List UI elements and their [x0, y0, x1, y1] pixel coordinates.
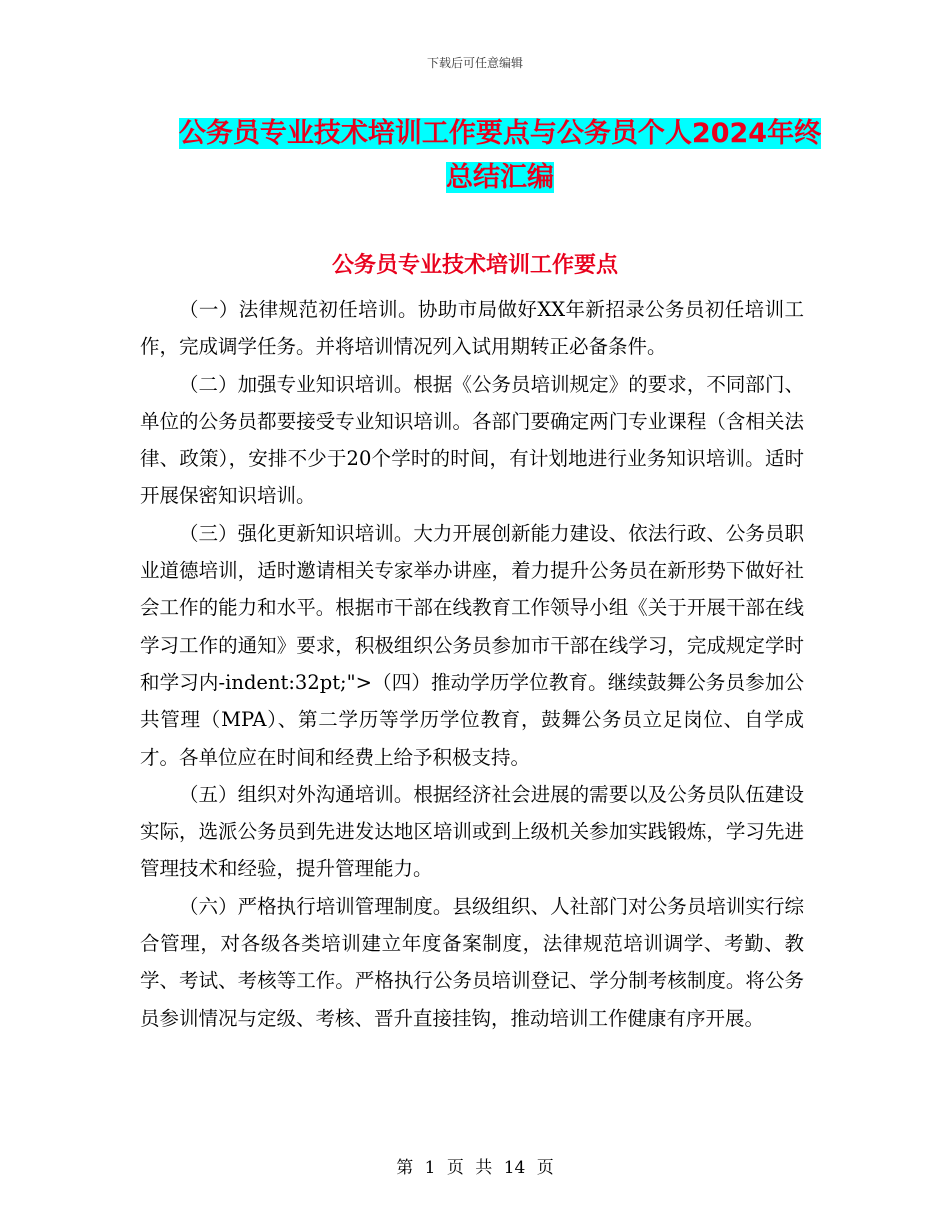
paragraph-2: （二）加强专业知识培训。根据《公务员培训规定》的要求，不同部门、单位的公务员都要接受专业知识培训。各部门要确定两门专业课程（含相关法律、政策），安排不少于20个学时的时间，有计划地进行业务知识培训。适时开展保密知识培训。: [140, 372, 804, 508]
paragraph-1: （一）法律规范初任培训。协助市局做好XX年新招录公务员初任培训工作，完成调学任务。并将培训情况列入试用期转正必备条件。: [140, 298, 804, 359]
header-note: 下载后可任意编辑: [426, 56, 523, 70]
document-title-line-1: 公务员专业技术培训工作要点与公务员个人2024年终: [178, 118, 822, 149]
paragraph-4: （五）组织对外沟通培训。根据经济社会进展的需要以及公务员队伍建设实际，选派公务员到先进发达地区培训或到上级机关参加实践锻炼，学习先进管理技术和经验，提升管理能力。: [140, 782, 804, 881]
document-title-line-2: 总结汇编: [446, 162, 554, 193]
page-number-footer: 第 1 页 共 14 页: [396, 1158, 554, 1178]
paragraph-5: （六）严格执行培训管理制度。县级组织、人社部门对公务员培训实行综合管理，对各级各类培训建立年度备案制度，法律规范培训调学、考勤、教学、考试、考核等工作。严格执行公务员培训登记、学分制考核制度。将公务员参训情况与定级、考核、晋升直接挂钩，推动培训工作健康有序开展。: [140, 894, 804, 1030]
paragraph-3: （三）强化更新知识培训。大力开展创新能力建设、依法行政、公务员职业道德培训，适时邀请相关专家举办讲座，着力提升公务员在新形势下做好社会工作的能力和水平。根据市干部在线教育工作领导小组《关于开展干部在线学习工作的通知》要求，积极组织公务员参加市干部在线学习，完成规定学时和学习内-indent:32pt;">（四）推动学历学位教育。继续鼓舞公务员参加公共管理（MPA）、第二学历等学历学位教育，鼓舞公务员立足岗位、自学成才。各单位应在时间和经费上给予积极支持。: [140, 521, 804, 769]
section-title: 公务员专业技术培训工作要点: [331, 253, 618, 278]
body-text: [140, 291, 804, 1037]
document-title: [150, 112, 850, 200]
